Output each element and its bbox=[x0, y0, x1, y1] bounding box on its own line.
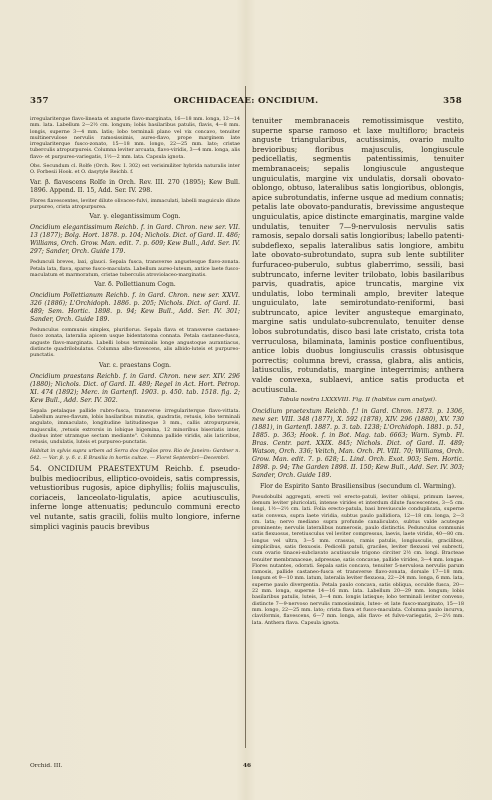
synonymy: Oncidium praetextum Reichb. f.! in Gard. Chron. 1873. p. 1306, new ser. VIII. 348 (1877), X. 592 (1878), XIV. 296 (1880), XV. 730 (1881), in Gartenfl. 1887. p. 3. tab. 1238; L'Orchidoph. 1881. p. 51, 1885. p. 363; Hook. f. in Bot. Mag. tab. 6663; Warn. Symb. Fl. Bras. Centr. part. XXIX. 845; Nichols. Dict. of Gard. II. 489; Watson, Orch. 336; Veitch, Man. Orch. Pl. VIII. 70; Williams, Orch. Grow. Man. edit. 7. p. 628; L. Lind. Orch. Exot. 903; Sem. Hortic. 1898. p. 94; The Garden 1898. II. 150; Kew Bull., Add. Ser. IV. 303; Sander, Orch. Guide 189. bbox=[252, 407, 464, 479]
variety-description: Pedunculus communis simplex, pluriflorus. Sepala flava et transverse castaneo-fusco zonata, lateralia apicem usque bidentatoma connata. Petala castaneo-fusca, anguste flavo-marginata. Labelli lobus terminalis longe angustoque aurantiacus, distincte quadrilobulatus. Columna albo-flavescens, alis albido-luteis et purpureo-punctatis. bbox=[30, 327, 240, 359]
variety-heading: Var. ε. praestans Cogn. bbox=[98, 361, 172, 369]
page-number-right: 358 bbox=[443, 96, 462, 106]
variety-description: Sepala petalaque pallide rubro-fusca, transverse irregulariterque flavo-vittata. Labellum aureo-flavum, lobis basilaribus minutis, quadratis, retusis, lobo terminali angulato, immaculato, longitudine latitudineque 3 mm., callis atropurpureis, majusculis, ,retusis extrorsis in lobique bigemina, 12 minoribus biseriatis inter, duobus inter utramque sectam mediante". Columna pallide viridis, alis laticribus, retusis, undulatis, luteis et purpureo-punctatis. bbox=[30, 407, 240, 446]
variety-description: Pedunculi breves, laxi, glauci. Sepala fusca, transverse angustesque flavo-zonata. Petala lata, flava, sparse fusco-maculata. Labellum aureo-luteum, antice laete fusco-maculatum et marmoratum, cristae tuberculis atroviolaceo-marginatis. bbox=[30, 259, 240, 278]
variety-description: Flores flavescentes, leviter dilute olivaceo-fulvi, immaculati, labelli maguiculo dilute purpureo, crista atropurpurea. bbox=[30, 197, 240, 210]
synonymy: Oncidium elegantissimum Reichb. f. in Gard. Chron. new ser. VII. 13 (1877); Bolg. Hort. 1878. p. 104; Nichols. Dict. of Gard. II. 486; Williams, Orch. Grow. Man. edit. 7. p. 609; Kew Bull., Add. Ser. IV. 297; Sander, Orch. Guide 179. bbox=[30, 224, 240, 256]
running-title: ORCHIDACEAE: ONCIDIUM. bbox=[173, 96, 319, 106]
vernacular-name: Flor de Espirito Santo Brasiliensibus (secundum cl. Warming). bbox=[259, 482, 457, 490]
species-diagnosis-continued: tenuiter membranaceis remotissimisque vestito, superne sparse ramoso et laxe multifloro; bracteis anguste triangularibus, acutissimis, ovario multo brevioribus; floribus majusculis, longiuscule pedicellatis, segmentis patentissimis, tenuiter membranaceis; sepalis longiuscule angusteque unguiculatis, margine vix undulatis, dorsali obovato-oblongo, obtuso, lateralibus satis longioribus, oblongis, apice subrotundatis, inferne usque ad medium connatis; petalis late obovato-panduratis, brevissime angusteque unguiculatis, apice distincte emarginatis, margine valde undulatis, tenuiter 7—9-nervulosis nervulis satis ramosis, sepalo dorsali satis longioribus; labello patenti-subdeflexo, sepalis lateralibus satis longiore, ambitu late obovato-subrotundato, supra sub lente subtiliter furfuraceo-puberulo, subtus glaberrimo, sessili, basi subtruncato, inferne leviter trilobato, lobis basilaribus parvis, quadratis, apice truncatis, margine vix undulatis, lobo terminali amplo, breviter lateque unguiculato, late semirotundato-reniformi, basi subtruncato, apice leviter angusteque emarginato, margine satis undulato-subcrenulato, tenuiter dense lobos subrotundatis, disco basi late cristato, crista tota verruculosa, bilaminata, laminis postice confluentibus, antice lobis duobus longiusculis crassis obtusisque porrectis; columna brevi, crassa, glabra, alis anticis, latiusculis, rotundatis, margine integerrimis; anthera valde convexa, sublaevi, antice satis producta et acutiuscula. bbox=[252, 116, 464, 394]
observation-note: Obs. Secundum cl. Rolfe (Orch. Rev. I. 302) est verisimiliter hybrida naturalis inter O. Forbesii Hook. et O. dasytyle Reichb. f. bbox=[30, 163, 240, 176]
variety-heading: Var. γ. elegantissimum Cogn. bbox=[89, 213, 181, 221]
figure-reference: Tabula nostra LXXXVIII. Fig. II (habitus cum analysi). bbox=[279, 397, 437, 404]
left-column bbox=[30, 116, 240, 756]
right-column bbox=[252, 116, 464, 756]
page-number-left: 357 bbox=[30, 96, 49, 106]
variety-heading: Var. δ. Pollettianum Cogn. bbox=[94, 281, 176, 289]
page-gutter bbox=[245, 86, 246, 748]
sheet-number: 46 bbox=[243, 763, 252, 769]
synonymy: Oncidium Pollettianum Reichb. f. in Gard. Chron. new ser. XXVI. 326 (1886); L'Orchidoph. 1886. p. 205; Nichols. Dict. of Gard. II. 489; Sem. Hortic. 1898. p. 94; Kew Bull., Add. Ser. IV. 301; Sander, Orch. Guide 189. bbox=[30, 292, 240, 324]
habitat-note: Habitat in sylvis supra urbem ad Serra dos Orgãos prov. Rio de Janeiro: Gardner n. 642. — Var. β. γ. δ. ε. E Brasilia in hortis cultae. — Floret Septembri—Decembri. bbox=[30, 448, 240, 461]
paragraph: irregulariterque flavo-lineata et anguste flavo-marginata, 16—18 mm. longa, 12—14 mm. lata. Labellum 2—2½ cm. longum; lobis basilaribus patulis, flavis, 4—8 mm. longis, superne 3—4 mm. latis; lobo terminali plano vel vix concavo, tenuiter multinervulose nervulis ramosissimis, aureo-flavo, prope marginem late irregulariterque fusco-zonato, 15—18 mm. longo, 22—25 mm. lato; cristae tuberculis atropurpureis. Columna leviter arcuata, flavo-viridis, 3—4 mm. longa, alis flavo- et purpureo-variegatis, 1½—2 mm. lata. Capsula ignota. bbox=[30, 116, 240, 160]
signature-mark: Orchid. III. bbox=[30, 763, 63, 769]
synonymy: Oncidium praestans Reichb. f. in Gard. Chron. new ser. XIV. 296 (1880); Nichols. Dict. of Gard. II. 489; Regel in Act. Hort. Petrop. XI. 474 (1892); Merc. in Gartenfl. 1903. p. 450. tab. 1518. fig. 2; Kew Bull., Add. Ser. IV. 302. bbox=[30, 372, 240, 404]
variety-heading: Var. β. flavescens Rolfe in Orch. Rev. III. 270 (1895); Kew Bull. 1896. Append. II. 15, Add. Ser. IV. 298. bbox=[30, 178, 240, 194]
running-header bbox=[30, 96, 462, 108]
species-diagnosis: 54. ONCIDIUM PRAESTEXTUM Reichb. f. pseudo-bulbis mediocribus, elliptico-ovoideis, satis compressis, vetustioribus rugosis, apice diphyllis; foliis majusculis, coriaceis, lanceolato-ligulatis, apice acutiusculis, inferne longe attenuatis; pedunculo communi erecto vel nutante, satis gracili, foliis multo longiore, inferne simplici vaginis paucis brevibus bbox=[30, 464, 240, 531]
species-description: Pseudobulbi aggregati, erecti vel erecto-patuli, leviter obliqui, primum laeves, demum leviter pluricolati, intense virides et interdum dilute fuscescentes, 3—5 cm. longi, 1½—2½ cm. lati. Folia erecto-patula, basi breviuscule conduplicata, superne satis convexa, supra laete viridia, subtus paulo pallidiora, 12—18 cm. longa, 2—3 cm. lata; nervo mediano supra profunde canaliculato, subtus valde acuteque prominente; nervulis lateralibus numerosis, paulo distinctis. Pedunculus communis satis flexuosus, teretiusculus vel leviter compressus, laevis, laete viridis, 40—80 cm. longus vel ultra, 3—5 mm. crassus, ramis patulis, longiusculis, gracilibus, simplicibus, satis flexuosis. Pedicelli patuli, graciles, leviter flexuosi vel subrecti, cum ovario tinacei-subclavato acutiuscule trigono circiter 2½ cm. longi. Bracteae tenuiter membranaceae, adpressae, satis concavae, pallide virides, 3—4 mm. longae. Flores nutantes, odorati. Sepala satis concava, tenuiter 5-nervulosa nervulis parum ramosis, pallide castaneo-fusca et transverse flavo-zonata, dorsale 17—18 mm. longum et 9—10 mm. latum, lateralia leviter flexuosa, 22—24 mm. longa, 6 mm. lata, superne paulo divergentia. Petala paulo concava, satis obliqua, occulde fusca, 20—22 mm. longa, superne 14—16 mm. lata. Labellum 20—29 mm. longum; lobis basilaribus patulis, luteis, 3—4 mm. longis latisque; lobo terminali leviter convexo, distincte 7—9-nervoso nervulis ramosissimis, luteo- et late fusco-marginato, 15—18 mm. longo, 22—25 mm. lato; crista flava et fusco-maculata. Columna paulo incurva, claviformis, flavescens, 6—7 mm. longa, alis flavo- et fulvo-variegatis, 2—2½ mm. lata. Anthera flava. Capsula ignota. bbox=[252, 493, 464, 626]
